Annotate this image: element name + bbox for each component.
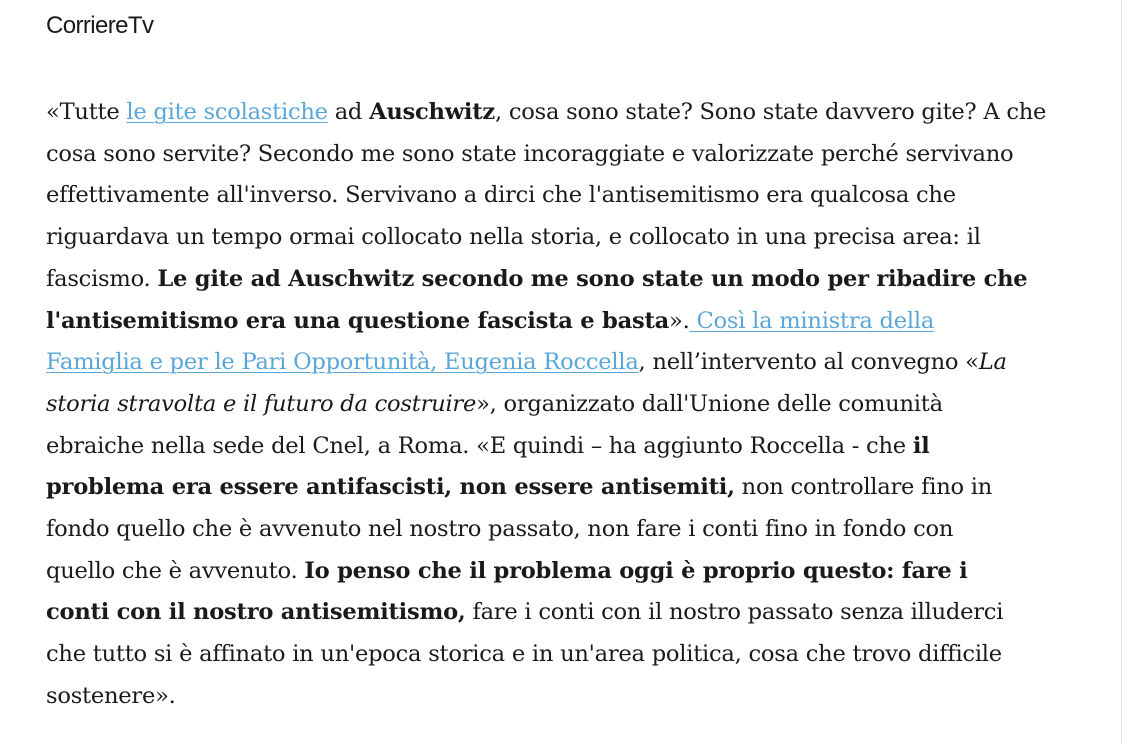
article-line-14: che tutto si è affinato in un'epoca storica e in un'area politica, cosa che trovo difficile bbox=[46, 641, 1002, 668]
bold-quote: problema era essere antifascisti, non essere antisemiti, bbox=[46, 474, 735, 501]
bold-auschwitz: Auschwitz bbox=[369, 99, 496, 125]
link-ministra[interactable]: Così la ministra della bbox=[689, 307, 935, 334]
text-span: ad bbox=[327, 99, 370, 125]
link-ministra-continued[interactable]: Famiglia e per le Pari Opportunità, Eugenia Roccella bbox=[46, 349, 639, 376]
text-span: non controllare fino in bbox=[734, 474, 993, 501]
italic-title: La bbox=[978, 349, 1007, 376]
bold-quote: il bbox=[912, 432, 930, 459]
text-span: «Tutte bbox=[46, 99, 127, 125]
article-line-12 bbox=[46, 551, 1108, 593]
source-brand: CorriereTv bbox=[46, 12, 154, 39]
article-line-13 bbox=[46, 592, 1108, 634]
text-span: fascismo. bbox=[46, 265, 158, 292]
article-line-7 bbox=[46, 342, 1108, 384]
article-line-10 bbox=[46, 467, 1108, 509]
text-span: , cosa sono state? Sono state davvero gite? A che bbox=[495, 99, 1047, 125]
italic-title: storia stravolta e il futuro da costruire bbox=[46, 390, 477, 417]
article-line-8 bbox=[46, 384, 1108, 426]
bold-quote: Io penso che il problema oggi è proprio questo: fare i bbox=[304, 557, 968, 584]
text-span: fare i conti con il nostro passato senza illuderci bbox=[465, 599, 1004, 626]
article-line-9 bbox=[46, 426, 1108, 468]
article-line-5 bbox=[46, 259, 1108, 301]
article-line-1 bbox=[46, 92, 1108, 134]
text-span: ». bbox=[669, 307, 690, 334]
bold-quote: conti con il nostro antisemitismo, bbox=[46, 599, 466, 626]
article-line-3: effettivamente all'inverso. Servivano a dirci che l'antisemitismo era qualcosa che bbox=[46, 182, 956, 209]
text-span: », organizzato dall'Unione delle comunità bbox=[476, 390, 943, 417]
text-span: quello che è avvenuto. bbox=[46, 557, 305, 584]
article-line-4: riguardava un tempo ormai collocato nella storia, e collocato in una precisa area: il bbox=[46, 224, 981, 251]
article-line-11: fondo quello che è avvenuto nel nostro passato, non fare i conti fino in fondo con bbox=[46, 516, 954, 543]
article-paragraph bbox=[46, 92, 1108, 718]
article-line-6 bbox=[46, 301, 1108, 343]
article-line-2: cosa sono servite? Secondo me sono state incoraggiate e valorizzate perché servivano bbox=[46, 140, 1014, 167]
bold-quote: l'antisemitismo era una questione fascista e basta bbox=[46, 307, 670, 334]
article-line-15: sostenere». bbox=[46, 682, 176, 709]
bold-quote: Le gite ad Auschwitz secondo me sono state un modo per ribadire che bbox=[157, 265, 1028, 292]
link-gite-scolastiche[interactable]: le gite scolastiche bbox=[126, 99, 328, 125]
text-span: ebraiche nella sede del Cnel, a Roma. «E quindi – ha aggiunto Roccella - che bbox=[46, 432, 913, 459]
page-edge-divider bbox=[1121, 0, 1122, 743]
text-span: , nell’intervento al convegno « bbox=[638, 349, 979, 376]
